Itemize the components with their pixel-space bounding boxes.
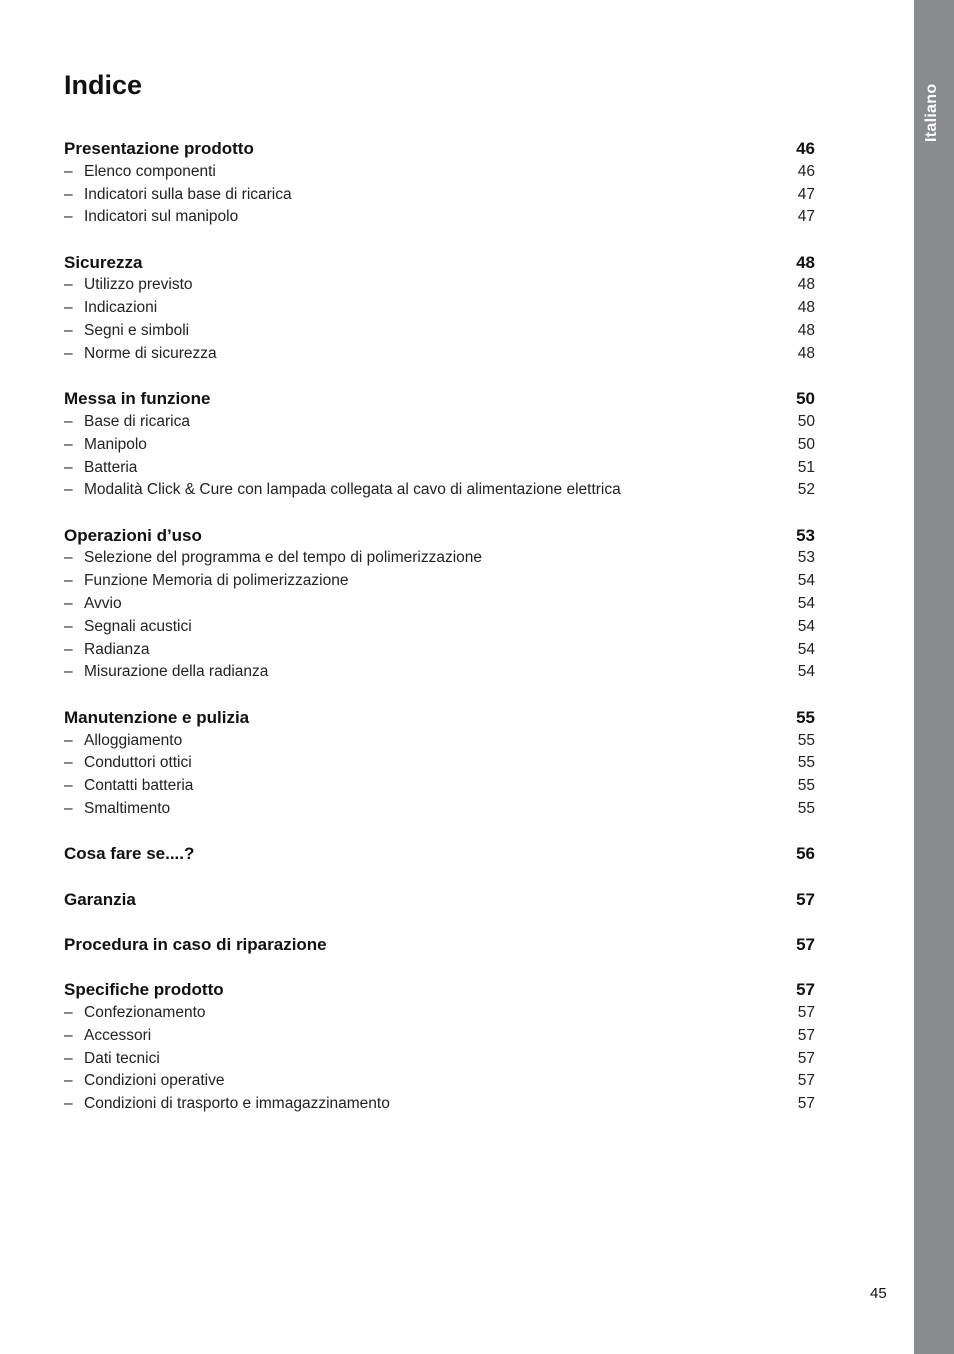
toc-entry-label: Batteria xyxy=(84,458,138,476)
toc-entry-page: 54 xyxy=(797,617,815,635)
toc-heading-page: 56 xyxy=(796,844,815,864)
toc-entry-label-wrap xyxy=(64,206,238,229)
toc-heading-row[interactable] xyxy=(64,843,815,866)
toc-entry-label: Smaltimento xyxy=(84,799,171,817)
toc-heading-row[interactable] xyxy=(64,707,815,730)
toc-entry-row[interactable] xyxy=(64,274,815,297)
toc-entry-label-wrap xyxy=(64,661,268,684)
toc-entry-label: Funzione Memoria di polimerizzazione xyxy=(84,572,349,590)
toc-entry-row[interactable] xyxy=(64,434,815,457)
toc-entry-label: Indicatori sul manipolo xyxy=(84,208,239,226)
toc-entry-label-wrap xyxy=(64,616,192,639)
toc-entry-label: Modalità Click & Cure con lampada collegata al cavo di alimentazione elettrica xyxy=(84,481,621,499)
toc-entry-page: 51 xyxy=(797,458,815,476)
toc-section xyxy=(64,138,815,229)
toc-section xyxy=(64,252,815,366)
toc-entry-label-wrap xyxy=(64,343,217,366)
toc-entry-label: Indicatori sulla base di ricarica xyxy=(84,185,292,203)
toc-entry-label: Base di ricarica xyxy=(84,412,190,430)
toc-entry-label-wrap xyxy=(64,570,348,593)
toc-entry-label: Utilizzo previsto xyxy=(84,276,193,294)
toc-entry-page: 54 xyxy=(797,595,815,613)
toc-entry-row[interactable] xyxy=(64,161,815,184)
toc-heading-label: Operazioni d’uso xyxy=(64,525,202,545)
toc-entry-label: Dati tecnici xyxy=(84,1049,160,1067)
toc-entry-page: 48 xyxy=(797,344,815,362)
toc-heading-page: 50 xyxy=(796,389,815,409)
toc-entry-label: Radianza xyxy=(84,640,150,658)
toc-entry-label-wrap xyxy=(64,1048,160,1071)
toc-entry-label-wrap xyxy=(64,775,193,798)
toc-section xyxy=(64,388,815,502)
toc-entry-label: Elenco componenti xyxy=(84,162,216,180)
toc-entry-page: 57 xyxy=(797,1003,815,1021)
dash-bullet: – xyxy=(64,1003,73,1021)
toc-entry-label-wrap xyxy=(64,639,150,662)
dash-bullet: – xyxy=(64,1026,73,1044)
toc-entry-row[interactable] xyxy=(64,639,815,662)
dash-bullet: – xyxy=(64,435,73,453)
toc-entry-label: Misurazione della radianza xyxy=(84,663,269,681)
dash-bullet: – xyxy=(64,1072,73,1090)
toc-entry-page: 47 xyxy=(797,185,815,203)
toc-heading-page: 57 xyxy=(796,934,815,954)
toc-heading-label: Procedura in caso di riparazione xyxy=(64,934,327,954)
toc-entry-row[interactable] xyxy=(64,320,815,343)
toc-entry-page: 47 xyxy=(797,208,815,226)
toc-entry-page: 54 xyxy=(797,663,815,681)
toc-heading-row[interactable] xyxy=(64,934,815,957)
toc-entry-label-wrap xyxy=(64,161,216,184)
toc-entry-label-wrap xyxy=(64,297,157,320)
toc-entry-row[interactable] xyxy=(64,593,815,616)
toc-entry-label: Confezionamento xyxy=(84,1003,206,1021)
dash-bullet: – xyxy=(64,595,73,613)
language-side-tab xyxy=(914,0,954,1354)
toc-section xyxy=(64,934,815,957)
toc-entry-label-wrap xyxy=(64,411,190,434)
toc-entry-label: Segnali acustici xyxy=(84,617,192,635)
toc-heading-page: 57 xyxy=(796,889,815,909)
dash-bullet: – xyxy=(64,458,73,476)
toc-section xyxy=(64,525,815,685)
toc-entry-label-wrap xyxy=(64,798,170,821)
toc-entry-row[interactable] xyxy=(64,570,815,593)
toc-entry-page: 57 xyxy=(797,1072,815,1090)
toc-entry-label-wrap xyxy=(64,320,189,343)
toc-entry-page: 55 xyxy=(797,799,815,817)
toc-entry-label: Alloggiamento xyxy=(84,731,183,749)
page-title: Indice xyxy=(64,70,143,100)
dash-bullet: – xyxy=(64,162,73,180)
toc-entry-page: 50 xyxy=(797,435,815,453)
toc-entry-label: Manipolo xyxy=(84,435,147,453)
toc-entry-label-wrap xyxy=(64,274,193,297)
toc-heading-row[interactable] xyxy=(64,525,815,548)
dash-bullet: – xyxy=(64,754,73,772)
toc-entry-label-wrap xyxy=(64,730,182,753)
toc-entry-row[interactable] xyxy=(64,206,815,229)
dash-bullet: – xyxy=(64,799,73,817)
toc-entry-row[interactable] xyxy=(64,1070,815,1093)
toc-heading-row[interactable] xyxy=(64,138,815,161)
toc-entry-label: Segni e simboli xyxy=(84,322,190,340)
toc-entry-label-wrap xyxy=(64,1025,151,1048)
toc-entry-page: 48 xyxy=(797,299,815,317)
toc-entry-label: Contatti batteria xyxy=(84,777,194,795)
toc-entry-label-wrap xyxy=(64,1093,390,1116)
toc-entry-row[interactable] xyxy=(64,457,815,480)
toc-entry-label-wrap xyxy=(64,184,292,207)
dash-bullet: – xyxy=(64,1049,73,1067)
toc-entry-page: 55 xyxy=(797,777,815,795)
toc-entry-row[interactable] xyxy=(64,297,815,320)
toc-entry-page: 55 xyxy=(797,731,815,749)
dash-bullet: – xyxy=(64,481,73,499)
toc-heading-page: 48 xyxy=(796,252,815,272)
toc-heading-page: 55 xyxy=(796,707,815,727)
toc-entry-row[interactable] xyxy=(64,730,815,753)
dash-bullet: – xyxy=(64,412,73,430)
dash-bullet: – xyxy=(64,185,73,203)
toc-entry-row[interactable] xyxy=(64,775,815,798)
dash-bullet: – xyxy=(64,276,73,294)
toc-heading-row[interactable] xyxy=(64,889,815,912)
toc-entry-page: 57 xyxy=(797,1095,815,1113)
toc-entry-label-wrap xyxy=(64,752,192,775)
toc-entry-row[interactable] xyxy=(64,661,815,684)
toc-entry-row[interactable] xyxy=(64,1025,815,1048)
toc-entry-label: Condizioni di trasporto e immagazzinamento xyxy=(84,1095,390,1113)
dash-bullet: – xyxy=(64,322,73,340)
toc-heading-label: Cosa fare se....? xyxy=(64,844,195,864)
toc-entry-page: 52 xyxy=(797,481,815,499)
toc-entry-label: Avvio xyxy=(84,595,122,613)
toc-entry-label: Condizioni operative xyxy=(84,1072,225,1090)
toc-entry-label-wrap xyxy=(64,434,147,457)
dash-bullet: – xyxy=(64,299,73,317)
dash-bullet: – xyxy=(64,549,73,567)
toc-entry-row[interactable] xyxy=(64,411,815,434)
toc-heading-label: Sicurezza xyxy=(64,252,143,272)
toc-entry-page: 53 xyxy=(797,549,815,567)
dash-bullet: – xyxy=(64,344,73,362)
toc-entry-page: 57 xyxy=(797,1049,815,1067)
dash-bullet: – xyxy=(64,777,73,795)
toc-heading-row[interactable] xyxy=(64,979,815,1002)
toc-heading-row[interactable] xyxy=(64,252,815,275)
toc-entry-row[interactable] xyxy=(64,616,815,639)
dash-bullet: – xyxy=(64,1095,73,1113)
toc-entry-row[interactable] xyxy=(64,1002,815,1025)
toc-entry-page: 50 xyxy=(797,412,815,430)
toc-entry-label-wrap xyxy=(64,1002,206,1025)
language-label: Italiano xyxy=(923,83,940,142)
toc-heading-row[interactable] xyxy=(64,388,815,411)
table-of-contents xyxy=(64,138,815,1138)
toc-heading-label: Garanzia xyxy=(64,889,136,909)
dash-bullet: – xyxy=(64,617,73,635)
toc-entry-row[interactable] xyxy=(64,752,815,775)
toc-heading-label: Specifiche prodotto xyxy=(64,980,224,1000)
page-number: 45 xyxy=(870,1285,887,1302)
toc-entry-label: Norme di sicurezza xyxy=(84,344,217,362)
toc-entry-page: 54 xyxy=(797,640,815,658)
toc-entry-page: 48 xyxy=(797,276,815,294)
dash-bullet: – xyxy=(64,640,73,658)
toc-heading-label: Messa in funzione xyxy=(64,389,211,409)
dash-bullet: – xyxy=(64,731,73,749)
toc-entry-row[interactable] xyxy=(64,1093,815,1116)
dash-bullet: – xyxy=(64,208,73,226)
toc-entry-page: 57 xyxy=(797,1026,815,1044)
toc-entry-row[interactable] xyxy=(64,184,815,207)
toc-entry-row[interactable] xyxy=(64,343,815,366)
toc-entry-page: 46 xyxy=(797,162,815,180)
toc-entry-label-wrap xyxy=(64,593,122,616)
toc-heading-label: Presentazione prodotto xyxy=(64,139,254,158)
toc-section xyxy=(64,707,815,821)
toc-section xyxy=(64,979,815,1116)
toc-entry-row[interactable] xyxy=(64,798,815,821)
toc-heading-page: 53 xyxy=(796,525,815,545)
toc-entry-row[interactable] xyxy=(64,1048,815,1071)
toc-entry-label-wrap xyxy=(64,457,137,480)
toc-entry-page: 55 xyxy=(797,754,815,772)
toc-heading-page: 57 xyxy=(796,980,815,1000)
toc-entry-label-wrap xyxy=(64,479,621,502)
toc-entry-page: 48 xyxy=(797,322,815,340)
toc-entry-label: Conduttori ottici xyxy=(84,754,192,772)
toc-entry-label: Selezione del programma e del tempo di polimerizzazione xyxy=(84,549,483,567)
toc-heading-page: 46 xyxy=(796,139,815,158)
toc-entry-label-wrap xyxy=(64,1070,224,1093)
toc-section xyxy=(64,843,815,866)
toc-entry-row[interactable] xyxy=(64,547,815,570)
toc-heading-label: Manutenzione e pulizia xyxy=(64,707,250,727)
toc-entry-row[interactable] xyxy=(64,479,815,502)
dash-bullet: – xyxy=(64,663,73,681)
toc-entry-label: Indicazioni xyxy=(84,299,158,317)
toc-entry-label: Accessori xyxy=(84,1026,152,1044)
toc-entry-label-wrap xyxy=(64,547,482,570)
toc-entry-page: 54 xyxy=(797,572,815,590)
dash-bullet: – xyxy=(64,572,73,590)
toc-section xyxy=(64,889,815,912)
language-tab-label-wrap xyxy=(914,0,954,180)
